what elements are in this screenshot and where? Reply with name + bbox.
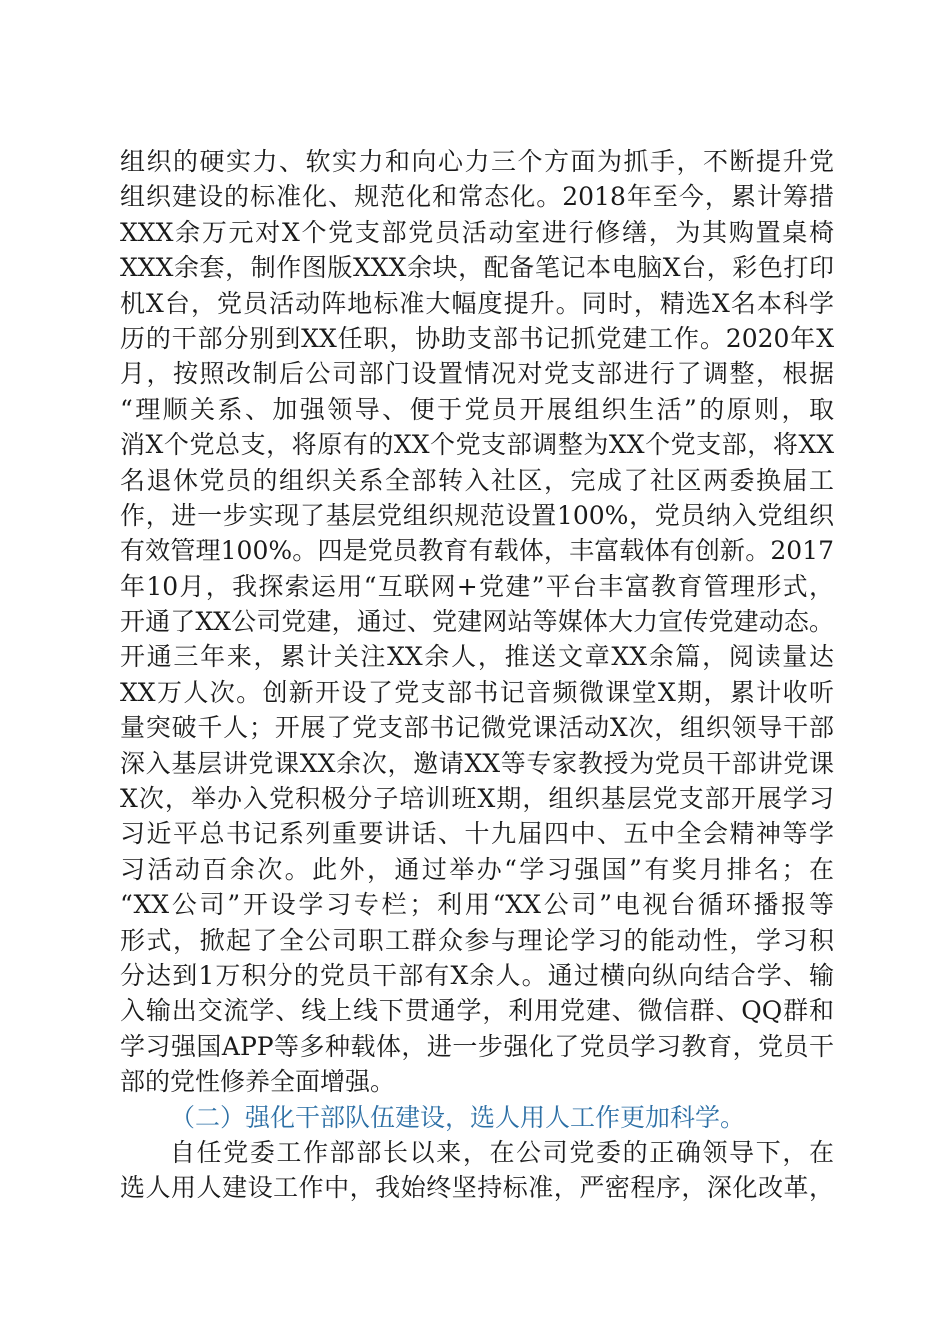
text-line: XXX余万元对X个党支部党员活动室进行修缮，为其购置桌椅 xyxy=(120,217,834,247)
text-line: 开通了XX公司党建，通过、党建网站等媒体大力宣传党建动态。 xyxy=(120,607,834,637)
text-line: 自任党委工作部部长以来，在公司党委的正确领导下，在 xyxy=(170,1137,834,1167)
text-line: 作，进一步实现了基层党组织规范设置100%，党员纳入党组织 xyxy=(120,500,834,530)
text-line: 习活动百余次。此外，通过举办“学习强国”有奖月排名；在 xyxy=(120,854,834,884)
text-line: 选人用人建设工作中，我始终坚持标准，严密程序，深化改革， xyxy=(120,1173,834,1203)
text-line: 名退休党员的组织关系全部转入社区，完成了社区两委换届工 xyxy=(120,465,834,495)
text-line: 月，按照改制后公司部门设置情况对党支部进行了调整，根据 xyxy=(120,359,834,389)
text-line: XX万人次。创新开设了党支部书记音频微课堂X期，累计收听 xyxy=(120,677,834,707)
text-line: 组织建设的标准化、规范化和常态化。2018年至今，累计筹措 xyxy=(120,182,834,212)
text-line: “XX公司”开设学习专栏；利用“XX公司”电视台循环播报等 xyxy=(120,890,834,920)
text-line: XXX余套，制作图版XXX余块，配备笔记本电脑X台，彩色打印 xyxy=(120,253,834,283)
text-line: 组织的硬实力、软实力和向心力三个方面为抓手，不断提升党 xyxy=(120,147,834,176)
text-line: 历的干部分别到XX任职，协助支部书记抓党建工作。2020年X xyxy=(120,323,834,353)
document-body xyxy=(120,144,834,1206)
section-heading: （二）强化干部队伍建设，选人用人工作更加科学。 xyxy=(170,1102,746,1132)
text-line: “理顺关系、加强领导、便于党员开展组织生活”的原则，取 xyxy=(120,394,834,424)
text-line: 入输出交流学、线上线下贯通学，利用党建、微信群、QQ群和 xyxy=(120,996,834,1026)
text-line: 量突破千人；开展了党支部书记微党课活动X次，组织领导干部 xyxy=(120,713,834,743)
text-line: 分达到1万积分的党员干部有X余人。通过横向纵向结合学、输 xyxy=(120,960,834,990)
text-line: 部的党性修养全面增强。 xyxy=(120,1067,396,1097)
text-line: 有效管理100%。四是党员教育有载体，丰富载体有创新。2017 xyxy=(120,536,834,566)
text-line: X次，举办入党积极分子培训班X期，组织基层党支部开展学习 xyxy=(120,784,834,814)
text-line: 年10月，我探索运用“互联网+党建”平台丰富教育管理形式， xyxy=(120,571,834,601)
text-line: 开通三年来，累计关注XX余人，推送文章XX余篇，阅读量达 xyxy=(120,642,834,672)
text-line: 习近平总书记系列重要讲话、十九届四中、五中全会精神等学 xyxy=(120,819,834,849)
text-line: 学习强国APP等多种载体，进一步强化了党员学习教育，党员干 xyxy=(120,1031,834,1061)
text-line: 深入基层讲党课XX余次，邀请XX等专家教授为党员干部讲党课 xyxy=(120,748,834,778)
text-line: 形式，掀起了全公司职工群众参与理论学习的能动性，学习积 xyxy=(120,925,834,955)
text-line: 消X个党总支，将原有的XX个党支部调整为XX个党支部，将XX xyxy=(120,430,834,460)
text-line: 机X台，党员活动阵地标准大幅度提升。同时，精选X名本科学 xyxy=(120,288,834,318)
